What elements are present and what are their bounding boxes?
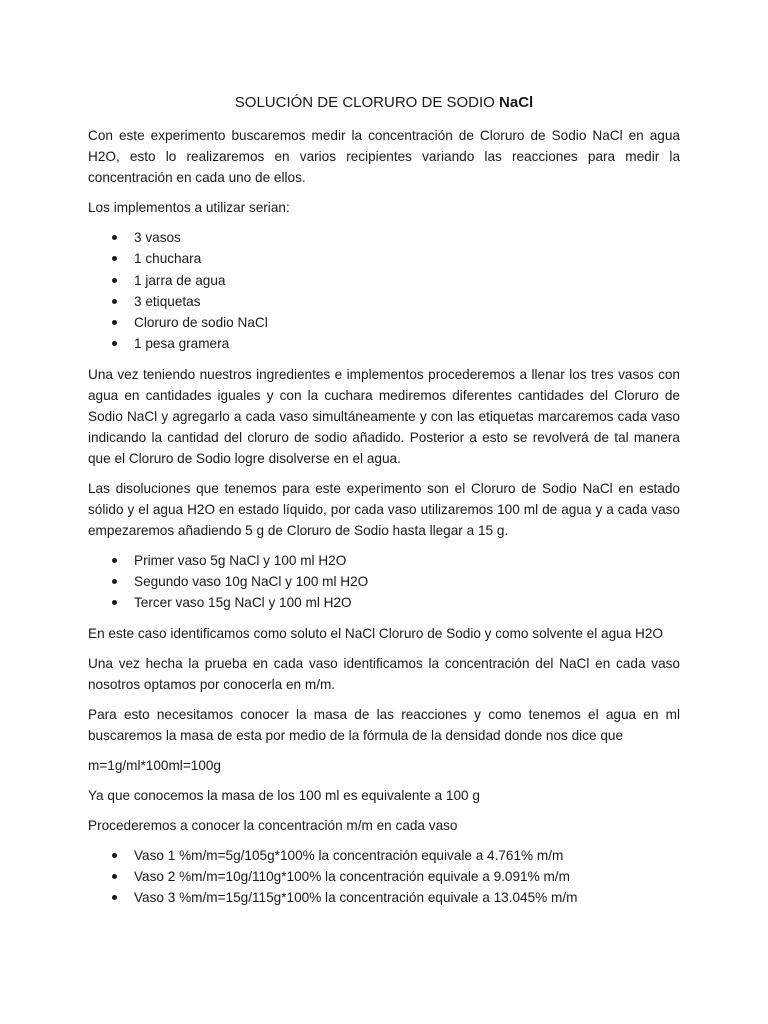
dissolutions-paragraph: Las disoluciones que tenemos para este experimento son el Cloruro de Sodio NaCl en estado sólido y el agua H2O en estado líquido, por cada vaso utilizaremos 100 ml de agua y a cada vaso empezaremos añadiendo 5 g de Cloruro de Sodio hasta llegar a 15 g.	[88, 480, 680, 538]
solute-paragraph: En este caso identificamos como soluto el NaCl Cloruro de Sodio y como solvente el agua H2O	[88, 625, 664, 641]
known-mass-paragraph: Ya que conocemos la masa de los 100 ml es equivalente a 100 g	[88, 787, 480, 803]
document-title	[88, 92, 680, 113]
list-item: Primer vaso 5g NaCl y 100 ml H2O	[88, 550, 680, 571]
list-item: Tercer vaso 15g NaCl y 100 ml H2O	[88, 592, 680, 613]
list-item: 3 vasos	[88, 227, 680, 248]
list-item: Cloruro de sodio NaCl	[88, 312, 680, 333]
test-paragraph: Una vez hecha la prueba en cada vaso identificamos la concentración del NaCl en cada vaso nosotros optamos por conocerla en m/m.	[88, 655, 680, 692]
intro-paragraph: Con este experimento buscaremos medir la concentración de Cloruro de Sodio NaCl en agua H2O, esto lo realizaremos en varios recipientes variando las reacciones para medir la concentración en cada uno de ellos.	[88, 128, 680, 185]
concentrations-list	[88, 845, 680, 909]
implements-list	[88, 227, 680, 355]
list-item: Segundo vaso 10g NaCl y 100 ml H2O	[88, 571, 680, 592]
glasses-list	[88, 550, 680, 614]
document-page	[88, 88, 680, 918]
procedure-paragraph: Una vez teniendo nuestros ingredientes e implementos procederemos a llenar los tres vasos con agua en cantidades iguales y con la cuchara mediremos diferentes cantidades del Cloruro de Sodio NaCl y agregarlo a cada vaso simultáneamente y con las etiquetas marcaremos cada vaso indicando la cantidad del cloruro de sodio añadido. Posterior a esto se revolverá de tal manera que el Cloruro de Sodio logre disolverse en el agua.	[88, 366, 680, 466]
list-item: 1 chuchara	[88, 248, 680, 269]
formula-line: m=1g/ml*100ml=100g	[88, 757, 221, 773]
title-text: SOLUCIÓN DE CLORURO DE SODIO	[234, 94, 500, 111]
list-item: Vaso 2 %m/m=10g/110g*100% la concentración equivale a 9.091% m/m	[88, 866, 680, 887]
list-item: Vaso 3 %m/m=15g/115g*100% la concentración equivale a 13.045% m/m	[88, 887, 680, 908]
mass-paragraph: Para esto necesitamos conocer la masa de las reacciones y como tenemos el agua en ml buscaremos la masa de esta por medio de la fórmula de la densidad donde nos dice que	[88, 706, 680, 743]
list-item: Vaso 1 %m/m=5g/105g*100% la concentración equivale a 4.761% m/m	[88, 845, 680, 866]
proceed-paragraph: Procederemos a conocer la concentración m/m en cada vaso	[88, 817, 458, 833]
title-formula: NaCl	[499, 94, 534, 111]
list-item: 1 jarra de agua	[88, 270, 680, 291]
list-item: 3 etiquetas	[88, 291, 680, 312]
list-item: 1 pesa gramera	[88, 333, 680, 354]
implements-intro: Los implementos a utilizar serian:	[88, 200, 290, 215]
